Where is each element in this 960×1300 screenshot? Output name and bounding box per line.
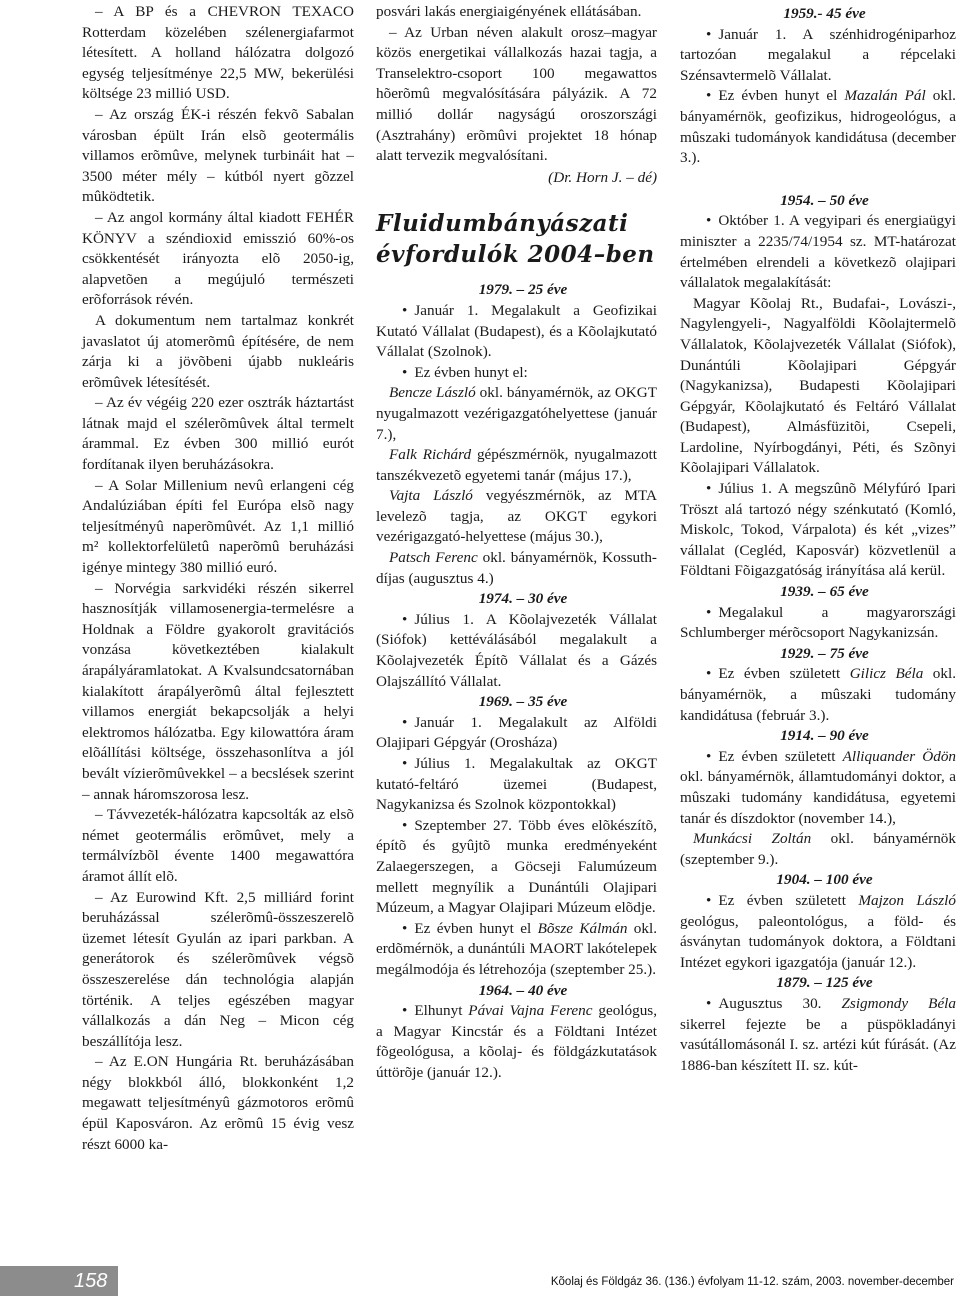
section-title: Fluidumbányászati évfordulók 2004–ben [376, 210, 655, 269]
column-2 [376, 2, 657, 1084]
item-text: Elhunyt [414, 1002, 469, 1020]
page-number: 158 [0, 1266, 118, 1296]
item-text: Ez évben született [718, 747, 843, 765]
bullet-icon [693, 665, 718, 682]
list-item [376, 301, 657, 363]
item-text: Ez évben született [718, 891, 859, 909]
bullet-icon [693, 748, 718, 765]
year-heading: 1914. – 90 éve [780, 727, 869, 745]
person-name: Bõsze Kálmán [537, 919, 628, 937]
item-text: okl. bányamérnök, az OKGT nyugalmazott vezérigazgatóhelyettese (január 7.), [376, 384, 657, 443]
list-item [376, 816, 657, 919]
journal-citation: Kõolaj és Földgáz 36. (136.) évfolyam 11-12. szám, 2003. november-december [550, 1276, 954, 1288]
list-item [680, 603, 956, 644]
bullet-icon [693, 604, 718, 621]
person-name: Falk Richárd [389, 446, 472, 464]
bullet-icon [389, 611, 414, 628]
list-item [680, 25, 956, 87]
column-1 [82, 2, 354, 1155]
person-name: Patsch Ferenc [389, 549, 478, 567]
bullet-icon [693, 87, 718, 104]
paragraph: posvári lakás energiaigényének ellátásában. [376, 3, 642, 20]
bullet-icon [389, 920, 414, 937]
obituary-entry [376, 548, 657, 589]
person-name: Gilicz Béla [849, 665, 924, 683]
person-name: Majzon László [858, 891, 956, 909]
item-text: Ez évben született [718, 665, 850, 683]
paragraph: – Norvégia sarkvidéki részén sikerrel hasznosítják villamosenergia-termelésre a Holdnak a Földre gyakorolt gravitációs vonzása következtében kialakult árapályáramlatokat. A Kvalsundcsatornában kialakított árapályerõmû által fejlesztett villamos energiát bekapcsolják a helyi elektromos hálózatba. Egy kilowattóra áram elõállítási költsége, összehasonlítva a jól bevált vízierõmûvekkel – a becslések szerint – annak háromszorosa lesz. [82, 579, 354, 803]
year-heading: 1964. – 40 éve [478, 981, 568, 999]
item-text: Október 1. A vegyipari és energiaügyi miniszter a 2235/74/1954 sz. MT-határozat értelmében elrendeli a következõ olajipari vállalatok megalakítását: [680, 212, 956, 292]
item-text: Július 1. Megalakultak az OKGT kutató-feltáró üzemei (Budapest, Nagykanizsa és Szolnok központokkal) [376, 755, 657, 814]
paragraph: – Távvezeték-hálózatra kapcsolták az elsõ német geotermális erõmûvet, mely a termálvízbõl évente 1400 megawattóra áramot állít elõ. [82, 806, 354, 885]
item-text: okl. bányamérnök, államtudományi doktor, a mûszaki tudomány kandidátusa, egyetemi tanár és díszdoktor (november 14.), [680, 768, 956, 827]
bullet-icon [389, 817, 414, 834]
column-3 [680, 2, 956, 1076]
bullet-icon [693, 995, 718, 1012]
year-heading: 1879. – 125 éve [776, 974, 873, 992]
paragraph: – A BP és a CHEVRON TEXACO Rotterdam közelében szélenergiafarmot létesített. A holland hálózatra dolgozó egység teljesítménye 22,5 MW, bekerülési költsége 23 millió USD. [82, 3, 354, 103]
list-item [680, 664, 956, 726]
paragraph: A dokumentum nem tartalmaz konkrét javaslatot új atomerõmû építésére, de nem zárja ki a jövõbeni újabb nukleáris erõmûvek létesítését. [82, 311, 354, 391]
paragraph: – Az Urban néven alakult orosz–magyar közös energetikai vállalkozás hazai tagja, a Transelektro-csoport 100 megawattos hõerõmû megvalósítására pályázik. A 72 millió dollár nagyságú oroszországi (Asztrahány) erõmûvi projektet 18 hónap alatt tervezik megvalósítani. [376, 23, 657, 165]
bullet-icon [389, 364, 414, 381]
paragraph: – Az ország ÉK-i részén fekvõ Sabalan városban épült Irán elsõ geotermális villamos erõmûve, melynek turbináit hat – 3500 méter mély – kútból nyert gõzzel mûködtetik. [82, 105, 354, 206]
paragraph: – A Solar Millenium nevû erlangeni cég Andalúziában építi fel Európa elsõ nagy teljesítményû naperõmûvét. Az 1,1 millió m² kollektorfelületû naperõmû beruházási igénye mintegy 380 millió euró. [82, 476, 354, 577]
person-name: Zsigmondy Béla [841, 994, 956, 1012]
item-text: okl. bányamérnök, geofizikus, hidrogeológus, a mûszaki tudományok kandidátusa (december 3.). [680, 87, 956, 167]
item-text: Január 1. Megalakult az Alföldi Olajipari Gépgyár (Orosháza) [376, 713, 657, 752]
obituary-entry [680, 829, 956, 870]
item-text: gépészmérnök, nyugalmazott tanszékvezetõ egyetemi tanár (május 17.), [376, 446, 657, 484]
item-text: Január 1. Megalakult a Geofizikai Kutató Vállalat (Budapest), és a Kõolajkutató Vállalat (Szolnok). [376, 301, 657, 361]
bullet-icon [693, 892, 718, 909]
author-signature: (Dr. Horn J. – dé) [548, 168, 657, 186]
paragraph: – Az év végéig 220 ezer osztrák háztartást látnak majd el szélerõmûvek által termelt árammal. Ez évben 300 millió eurót fordítanak ilyen beruházásokra. [82, 394, 354, 474]
item-text: okl. bányamérnök, a mûszaki tudomány kandidátusa (február 3.). [680, 665, 956, 724]
year-heading: 1969. – 35 éve [478, 693, 568, 711]
item-text: okl. bányamérnök, Kossuth-díjas (augusztus 4.) [376, 549, 657, 587]
person-name: Bencze László [389, 384, 476, 402]
list-item [680, 479, 956, 582]
bullet-icon [693, 212, 718, 229]
person-name: Munkácsi Zoltán [693, 830, 812, 848]
obituary-entry [376, 445, 657, 486]
list-item [376, 754, 657, 816]
paragraph: – Az angol kormány által kiadott FEHÉR KÖNYV a széndioxid emisszió 60%-os csökkentését irányozta elõ 2050-ig, alapvetõen a megújuló természeti erõforrások révén. [82, 208, 354, 309]
list-item [680, 294, 956, 479]
year-heading: 1959.- 45 éve [783, 5, 866, 22]
year-heading: 1939. – 65 éve [780, 583, 869, 601]
year-heading: 1974. – 30 éve [478, 590, 568, 608]
obituary-entry [376, 486, 657, 548]
bullet-icon [693, 26, 718, 43]
item-text: sikerrel fejezte be a püspökladányi vasútállomásonál I. sz. artézi kút fúrását. (Az 1886-ban készített II. sz. kút- [680, 1015, 956, 1074]
list-item [376, 610, 657, 692]
bullet-icon [389, 302, 414, 319]
person-name: Alliquander Ödön [842, 747, 957, 765]
person-name: Pávai Vajna Ferenc [468, 1002, 593, 1020]
year-heading: 1929. – 75 éve [780, 644, 869, 662]
item-text: okl. erdõmérnök, a dunántúli MAORT lakótelepek megálmodója és létrehozója (szeptember 25.). [376, 919, 658, 978]
list-item [680, 891, 956, 973]
item-text: Július 1. A Kõolajvezeték Vállalat (Siófok) kettéválásából megalakult a Kõolajvezeték Építõ Vállalat és a Gázés Olajszállító Vállalat. [376, 610, 657, 690]
list-item [680, 86, 956, 168]
item-text: geológus, a Magyar Kincstár és a Földtani Intézet fõgeológusa, a kõolaj- és földgázkutatások úttörõje (január 12.). [376, 1002, 658, 1081]
item-text: okl. bányamérnök (szeptember 9.). [680, 830, 956, 868]
item-text: geológus, paleontológus, a föld- és ásványtan tudományok doktora, a Földtani Intézet egykori igazgatója (január 12.). [680, 912, 956, 971]
person-name: Mazalán Pál [844, 87, 926, 105]
item-text: Augusztus 30. [718, 994, 842, 1012]
bullet-icon [389, 755, 414, 772]
list-item [376, 713, 657, 754]
bullet-icon [389, 1002, 414, 1019]
bullet-icon [693, 480, 718, 497]
year-heading: 1904. – 100 éve [776, 871, 873, 889]
list-item [680, 211, 956, 293]
item-text: Szeptember 27. Több éves elõkészítõ, építõ és gyûjtõ munka eredményeként Zalaegerszegen, a Göcseji Falumúzeum mellett megnyílik a Dunántúli Olajipari Múzeum, a Magyar Olajipari Múzeum elõdje. [376, 816, 657, 917]
bullet-icon [389, 714, 414, 731]
list-item [376, 1001, 657, 1083]
item-text: Ez évben hunyt el: [414, 363, 528, 381]
list-item [376, 919, 657, 981]
item-text: Ez évben hunyt el [414, 919, 538, 937]
list-item [376, 363, 657, 384]
page-footer [0, 1266, 960, 1300]
person-name: Vajta László [389, 487, 473, 505]
list-item [680, 747, 956, 829]
item-text: Megalakul a magyarországi Schlumberger mérõcsoport Nagykanizsán. [680, 603, 956, 642]
paragraph: – Az Eurowind Kft. 2,5 milliárd forint beruházással szélerõmû-összeszerelõ üzemet létesít Gyulán az ipari parkban. A generátorok és szélerõmûvek végsõ összeszerelése dán technológia alapján történik. A teljes egészében magyar vállalkozás a dán Neg – Micon cég beszállítója lesz. [82, 888, 354, 1050]
paragraph: – Az E.ON Hungária Rt. beruházásában négy blokkból álló, blokkonként 1,2 megawatt teljesítményû gázmotoros erõmû épül Kaposváron. Az erõmû 15 évig vesz részt 6000 ka- [82, 1053, 354, 1153]
year-heading: 1954. – 50 éve [780, 191, 869, 209]
item-text: Magyar Kõolaj Rt., Budafai-, Lovászi-, Nagylengyeli-, Nagyalföldi Kõolajtermelõ Vállalatok, Kõolajvezeték Vállalat (Siófok), Dunántúli Kõolajipari Gépgyár (Nagykanizsa), Budapesti Kõolajipari Gépgyár, Kõolajkutató és Feltáró Vállalat (Budapest), Almásfüzitõi, Csepeli, Lardoline, Nyírbogdányi, Péti, és Szõnyi Kõolajipari Vállalatok. [680, 294, 956, 477]
year-heading: 1979. – 25 éve [478, 281, 568, 299]
item-text: Július 1. A megszûnõ Mélyfúró Ipari Tröszt alá tartozó négy szénkutató (Komló, Miskolc, Tokod, Várpalota) és két „vizes” vállalat (Cegléd, Kaposvár) közvetlenül a Földtani Fõigazgatóság irányítása alá kerül. [680, 480, 956, 580]
item-text: Ez évben hunyt el [718, 87, 845, 105]
obituary-entry [376, 383, 657, 445]
item-text: Január 1. A szénhidrogéniparhoz tartozóan megalakul a répcelaki Szénsavtermelõ Vállalat. [680, 25, 956, 84]
list-item [680, 994, 956, 1076]
item-text: vegyészmérnök, az MTA levelezõ tagja, az OKGT egykori vezérigazgató-helyettese (május 30.), [376, 487, 657, 546]
